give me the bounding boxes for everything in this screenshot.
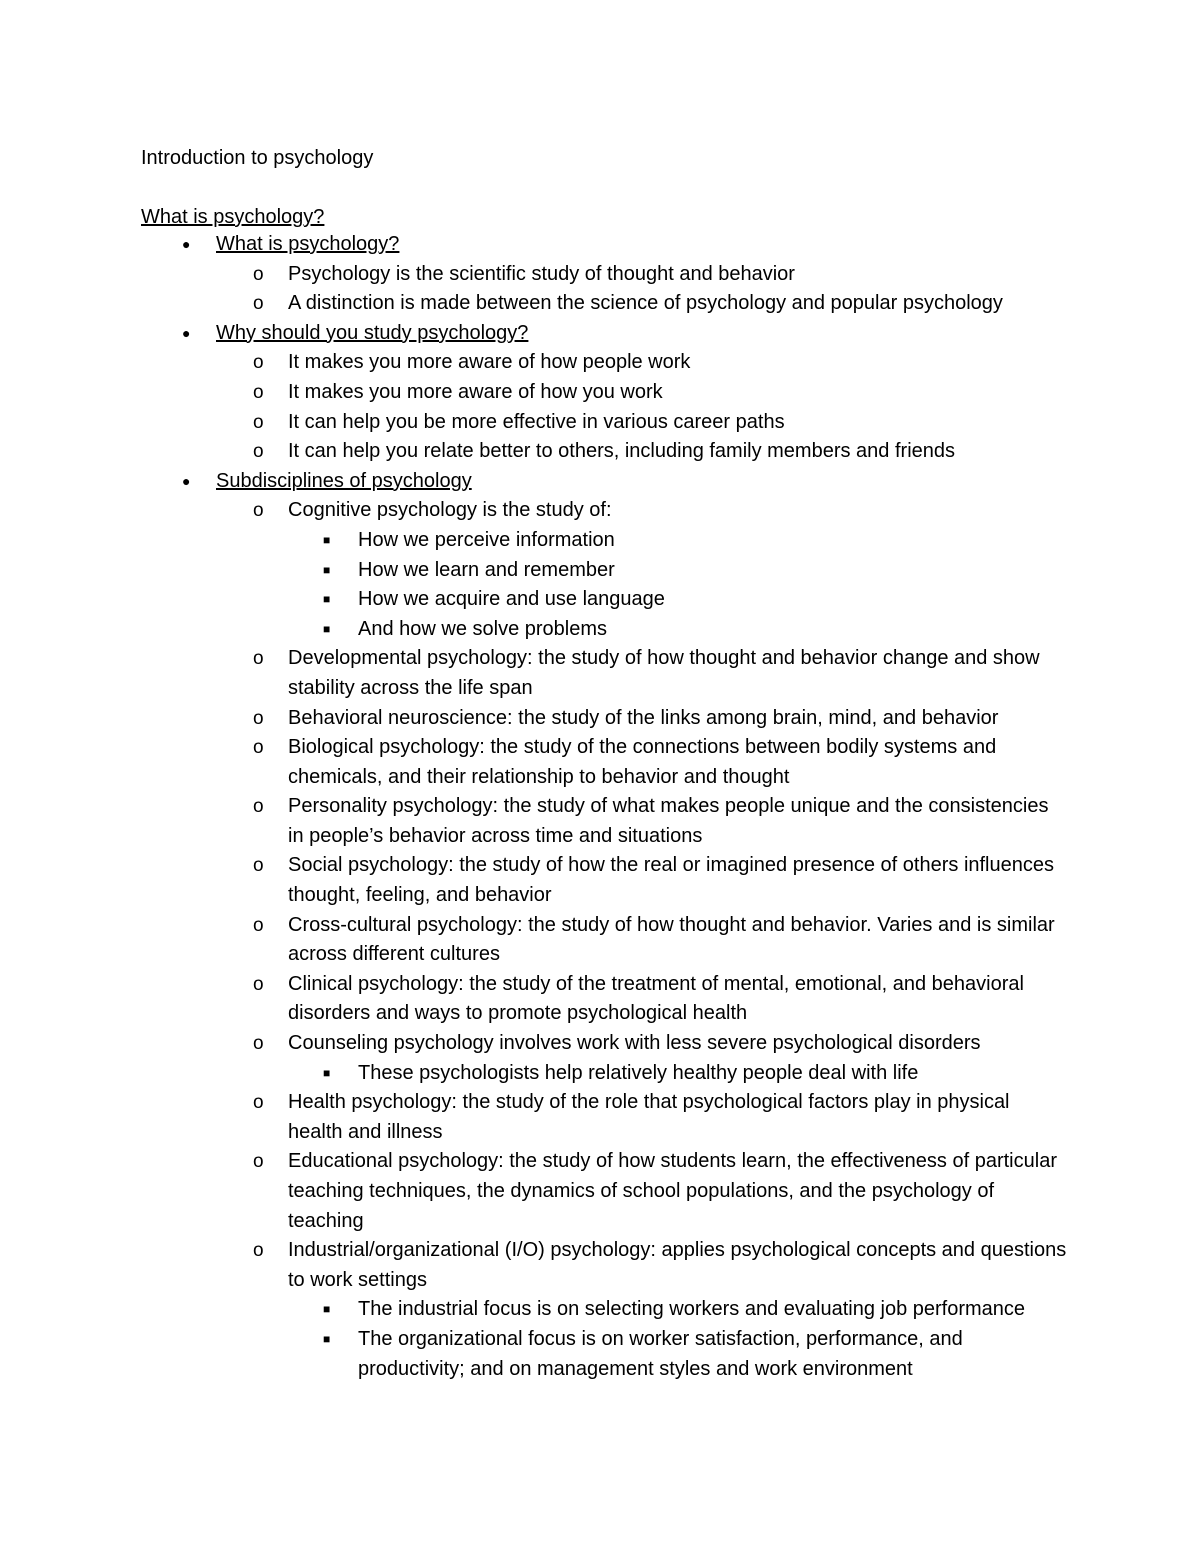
circle-marker: o — [253, 263, 264, 285]
square-marker: ■ — [323, 1302, 331, 1317]
outline-item — [0, 911, 1200, 970]
outline-item-text: Developmental psychology: the study of how thought and behavior change and show stability across the life span — [288, 647, 1040, 699]
outline-item-text: Behavioral neuroscience: the study of the links among brain, mind, and behavior — [288, 706, 999, 729]
outline-heading — [0, 230, 1200, 260]
outline-heading — [0, 319, 1200, 349]
outline-item-text: Biological psychology: the study of the connections between bodily systems and chemicals, and their relationship to behavior and thought — [288, 736, 997, 788]
square-marker: ■ — [323, 621, 331, 636]
outline-item-text: Industrial/organizational (I/O) psychology: applies psychological concepts and questions to work settings — [288, 1239, 1067, 1291]
outline-item-text: The organizational focus is on worker satisfaction, performance, and productivity; and on management styles and work environment — [358, 1327, 963, 1380]
outline-item-text: How we learn and remember — [358, 558, 615, 581]
outline-subitem — [0, 1325, 1200, 1384]
bullet-marker: ● — [182, 236, 191, 252]
outline-subitem — [0, 1059, 1200, 1089]
outline-item — [0, 792, 1200, 851]
square-marker: ■ — [323, 1331, 331, 1346]
outline-item-text: And how we solve problems — [358, 617, 608, 640]
circle-marker: o — [253, 411, 264, 433]
outline-item-text: Educational psychology: the study of how students learn, the effectiveness of particular teaching techniques, the dynamics of school populations, and the psychology of teaching — [288, 1150, 1057, 1232]
outline-subitem — [0, 526, 1200, 556]
circle-marker: o — [253, 1151, 264, 1173]
outline-item-text: It makes you more aware of how you work — [288, 380, 663, 403]
square-marker: ■ — [323, 1065, 331, 1080]
outline-item-text: How we perceive information — [358, 528, 615, 551]
outline-item-text: Health psychology: the study of the role that psychological factors play in physical health and illness — [288, 1091, 1010, 1143]
outline-list — [0, 230, 1200, 1384]
outline-item-text: Cognitive psychology is the study of: — [288, 499, 612, 522]
circle-marker: o — [253, 707, 264, 729]
square-marker: ■ — [323, 592, 331, 607]
outline-item — [0, 1236, 1200, 1295]
circle-marker: o — [253, 648, 264, 670]
outline-item-text: The industrial focus is on selecting workers and evaluating job performance — [358, 1298, 1026, 1321]
outline-item — [0, 1147, 1200, 1236]
outline-item — [0, 851, 1200, 910]
outline-item-text: These psychologists help relatively healthy people deal with life — [358, 1061, 919, 1084]
outline-item-text: Social psychology: the study of how the real or imagined presence of others influences thought, feeling, and behavior — [288, 854, 1054, 907]
outline-item-text: It can help you be more effective in various career paths — [288, 410, 785, 433]
circle-marker: o — [253, 1092, 264, 1114]
outline-subitem — [0, 556, 1200, 586]
outline-item — [0, 1029, 1200, 1059]
outline-heading-text: Subdisciplines of psychology — [216, 469, 472, 492]
outline-subitem — [0, 1295, 1200, 1325]
outline-item — [0, 970, 1200, 1029]
outline-item-text: Psychology is the scientific study of thought and behavior — [288, 262, 795, 285]
outline-subitem — [0, 615, 1200, 645]
outline-item — [0, 408, 1200, 438]
outline-item — [0, 1088, 1200, 1147]
circle-marker: o — [253, 973, 264, 995]
outline-item-text: Cross-cultural psychology: the study of how thought and behavior. Varies and is similar across different cultures — [288, 913, 1055, 966]
circle-marker: o — [253, 1240, 264, 1262]
square-marker: ■ — [323, 532, 331, 547]
circle-marker: o — [253, 352, 264, 374]
circle-marker: o — [253, 1033, 264, 1055]
outline-item-text: It makes you more aware of how people work — [288, 351, 691, 374]
outline-item — [0, 289, 1200, 319]
outline-item — [0, 378, 1200, 408]
outline-item — [0, 733, 1200, 792]
outline-item-text: A distinction is made between the science of psychology and popular psychology — [288, 292, 1003, 315]
outline-item — [0, 260, 1200, 290]
square-marker: ■ — [323, 562, 331, 577]
outline-item-text: How we acquire and use language — [358, 588, 665, 611]
outline-item-text: It can help you relate better to others, including family members and friends — [288, 440, 956, 463]
outline-heading — [0, 467, 1200, 497]
outline-item-text: Counseling psychology involves work with less severe psychological disorders — [288, 1032, 981, 1055]
circle-marker: o — [253, 293, 264, 315]
bullet-marker: ● — [182, 324, 191, 341]
circle-marker: o — [253, 737, 264, 759]
outline-item — [0, 437, 1200, 467]
outline-heading-text: What is psychology? — [216, 233, 400, 255]
outline-heading-text: Why should you study psychology? — [216, 321, 529, 344]
outline-item — [0, 348, 1200, 378]
circle-marker: o — [253, 441, 264, 463]
circle-marker: o — [253, 855, 264, 877]
outline-item — [0, 496, 1200, 526]
outline-item-text: Personality psychology: the study of what makes people unique and the consistencies in people’s behavior across time and situations — [288, 795, 1049, 847]
section-heading: What is psychology? — [141, 206, 325, 228]
circle-marker: o — [253, 381, 264, 403]
outline-item — [0, 704, 1200, 734]
circle-marker: o — [253, 500, 264, 522]
document-title: Introduction to psychology — [141, 147, 374, 169]
circle-marker: o — [253, 796, 264, 818]
outline-subitem — [0, 585, 1200, 615]
circle-marker: o — [253, 914, 264, 936]
outline-item — [0, 644, 1200, 703]
outline-item-text: Clinical psychology: the study of the treatment of mental, emotional, and behavioral disorders and ways to promote psychological health — [288, 972, 1024, 1025]
bullet-marker: ● — [182, 472, 191, 489]
